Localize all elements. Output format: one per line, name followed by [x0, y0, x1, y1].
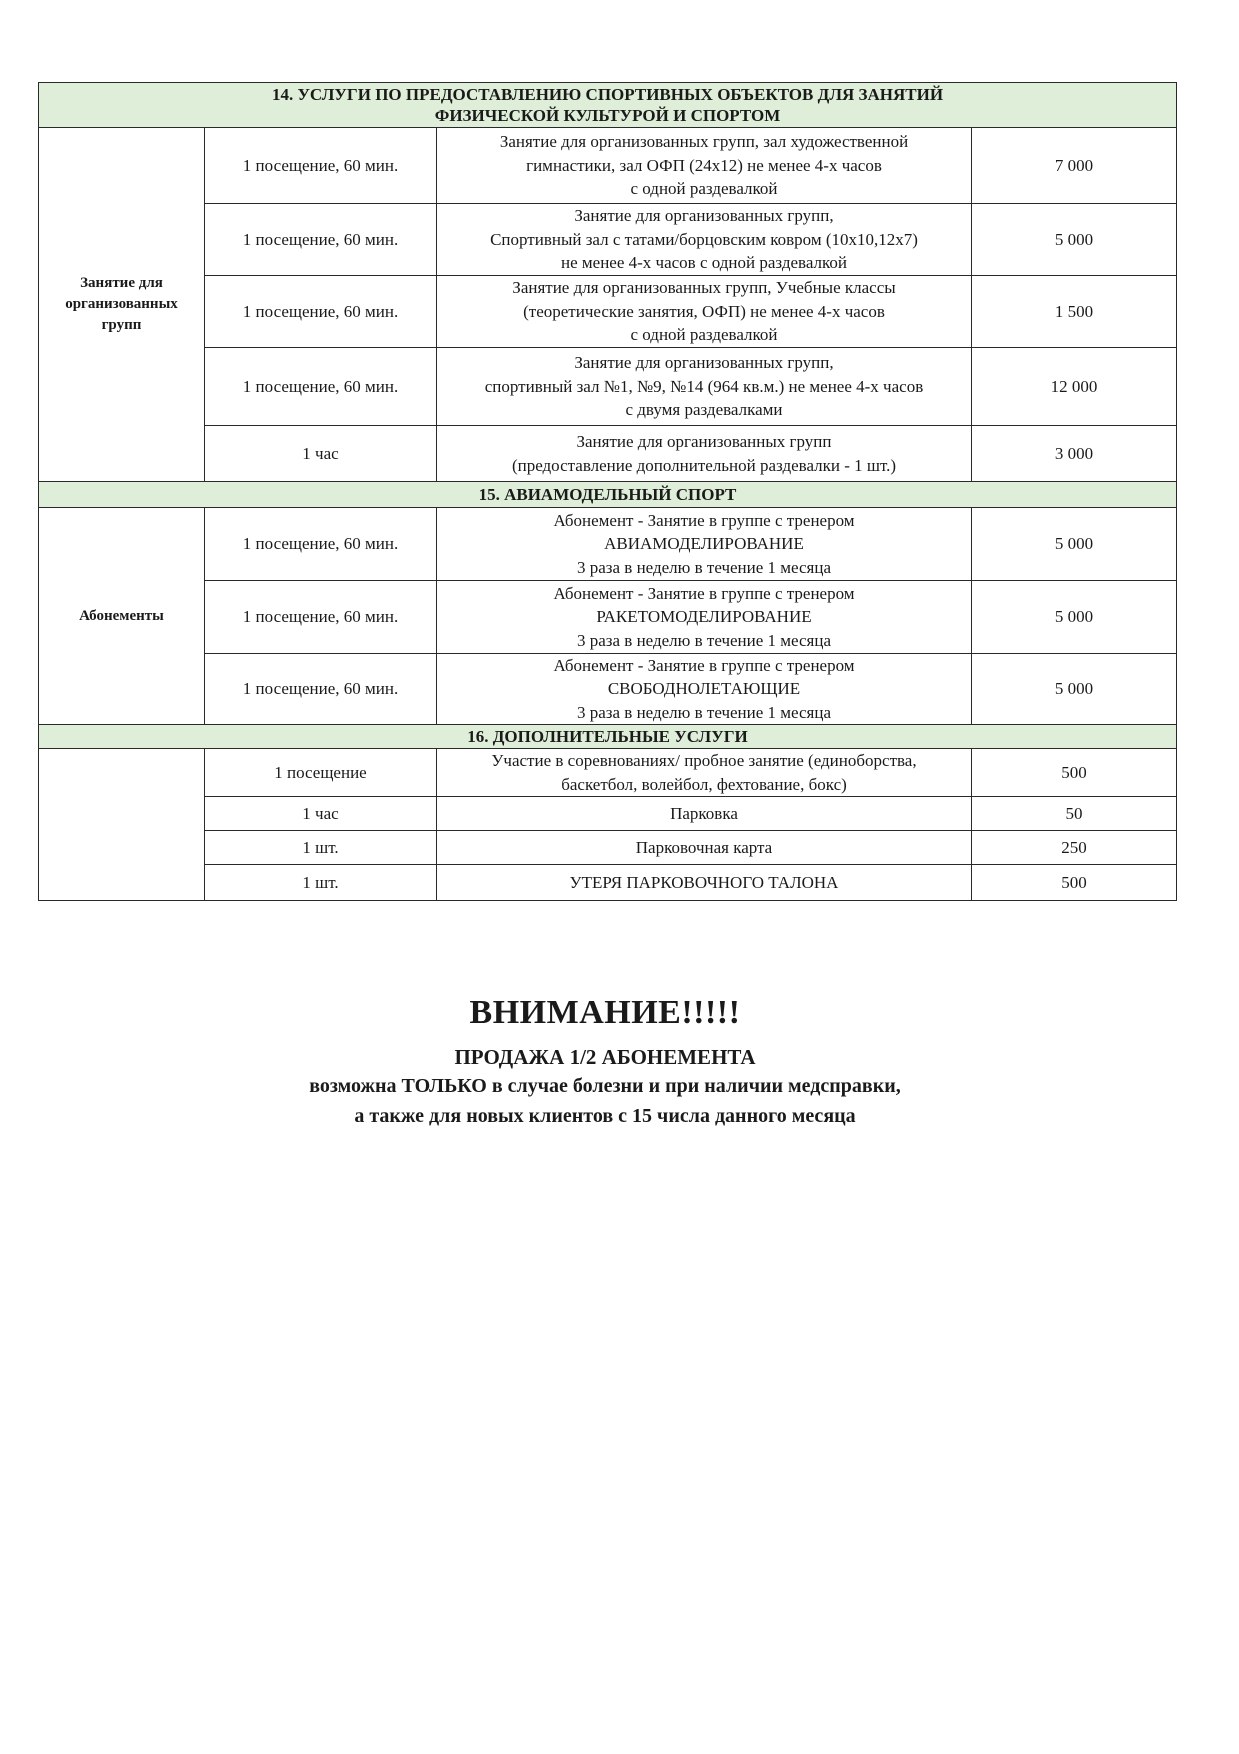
unit-cell: 1 посещение, 60 мин. [205, 204, 437, 276]
price-cell: 50 [972, 797, 1177, 831]
table-row [39, 204, 1177, 276]
table-row [39, 348, 1177, 426]
table-row [39, 865, 1177, 901]
table-row [39, 831, 1177, 865]
notice-line-2: а также для новых клиентов с 15 числа данного месяца [354, 1105, 856, 1127]
unit-cell: 1 посещение, 60 мин. [205, 348, 437, 426]
unit-cell: 1 час [205, 797, 437, 831]
price-cell: 500 [972, 865, 1177, 901]
price-cell: 5 000 [972, 654, 1177, 725]
price-cell: 7 000 [972, 128, 1177, 204]
unit-cell: 1 посещение, 60 мин. [205, 276, 437, 348]
group-label: Занятие для организованных групп [39, 128, 205, 482]
table-row [39, 276, 1177, 348]
description-cell: Абонемент - Занятие в группе с тренером СВОБОДНОЛЕТАЮЩИЕ 3 раза в неделю в течение 1 месяца [437, 654, 972, 725]
price-cell: 250 [972, 831, 1177, 865]
notice-line-1: возможна ТОЛЬКО в случае болезни и при наличии медсправки, [309, 1075, 901, 1097]
section-header: 15. АВИАМОДЕЛЬНЫЙ СПОРТ [39, 482, 1177, 508]
description-cell: Занятие для организованных групп, Учебные классы (теоретические занятия, ОФП) не менее 4-х часов с одной раздевалкой [437, 276, 972, 348]
price-cell: 5 000 [972, 204, 1177, 276]
description-cell: Абонемент - Занятие в группе с тренером РАКЕТОМОДЕЛИРОВАНИЕ 3 раза в неделю в течение 1 месяца [437, 581, 972, 654]
table-row [39, 581, 1177, 654]
unit-cell: 1 посещение, 60 мин. [205, 581, 437, 654]
price-cell: 5 000 [972, 508, 1177, 581]
unit-cell: 1 посещение, 60 мин. [205, 654, 437, 725]
description-cell: Участие в соревнованиях/ пробное занятие (единоборства, баскетбол, волейбол, фехтование, бокс) [437, 749, 972, 797]
table-row [39, 426, 1177, 482]
description-cell: Занятие для организованных групп, зал художественной гимнастики, зал ОФП (24x12) не менее 4-х часов с одной раздевалкой [437, 128, 972, 204]
description-cell: Парковка [437, 797, 972, 831]
description-cell: Занятие для организованных групп, спортивный зал №1, №9, №14 (964 кв.м.) не менее 4-х часов с двумя раздевалками [437, 348, 972, 426]
description-cell: Парковочная карта [437, 831, 972, 865]
table-row [39, 508, 1177, 581]
price-cell: 3 000 [972, 426, 1177, 482]
price-cell: 12 000 [972, 348, 1177, 426]
description-cell: Занятие для организованных групп, Спортивный зал с татами/борцовским ковром (10x10,12x7) не менее 4-х часов с одной раздевалкой [437, 204, 972, 276]
price-cell: 5 000 [972, 581, 1177, 654]
section-header: 16. ДОПОЛНИТЕЛЬНЫЕ УСЛУГИ [39, 725, 1177, 749]
unit-cell: 1 шт. [205, 865, 437, 901]
notice-subtitle: ПРОДАЖА 1/2 АБОНЕМЕНТА [454, 1045, 756, 1069]
group-label: Абонементы [39, 508, 205, 725]
group-label [39, 749, 205, 901]
unit-cell: 1 посещение [205, 749, 437, 797]
price-table [38, 82, 1177, 901]
price-cell: 500 [972, 749, 1177, 797]
description-cell: Абонемент - Занятие в группе с тренером АВИАМОДЕЛИРОВАНИЕ 3 раза в неделю в течение 1 месяца [437, 508, 972, 581]
table-row [39, 128, 1177, 204]
unit-cell: 1 посещение, 60 мин. [205, 508, 437, 581]
unit-cell: 1 час [205, 426, 437, 482]
notice-title: ВНИМАНИЕ!!!!! [469, 994, 741, 1031]
description-cell: УТЕРЯ ПАРКОВОЧНОГО ТАЛОНА [437, 865, 972, 901]
unit-cell: 1 посещение, 60 мин. [205, 128, 437, 204]
section-header: 14. УСЛУГИ ПО ПРЕДОСТАВЛЕНИЮ СПОРТИВНЫХ ОБЪЕКТОВ ДЛЯ ЗАНЯТИЙ ФИЗИЧЕСКОЙ КУЛЬТУРОЙ И СПОРТОМ [39, 83, 1177, 128]
table-row [39, 654, 1177, 725]
unit-cell: 1 шт. [205, 831, 437, 865]
table-row [39, 797, 1177, 831]
table-row [39, 749, 1177, 797]
price-cell: 1 500 [972, 276, 1177, 348]
description-cell: Занятие для организованных групп (предоставление дополнительной раздевалки - 1 шт.) [437, 426, 972, 482]
